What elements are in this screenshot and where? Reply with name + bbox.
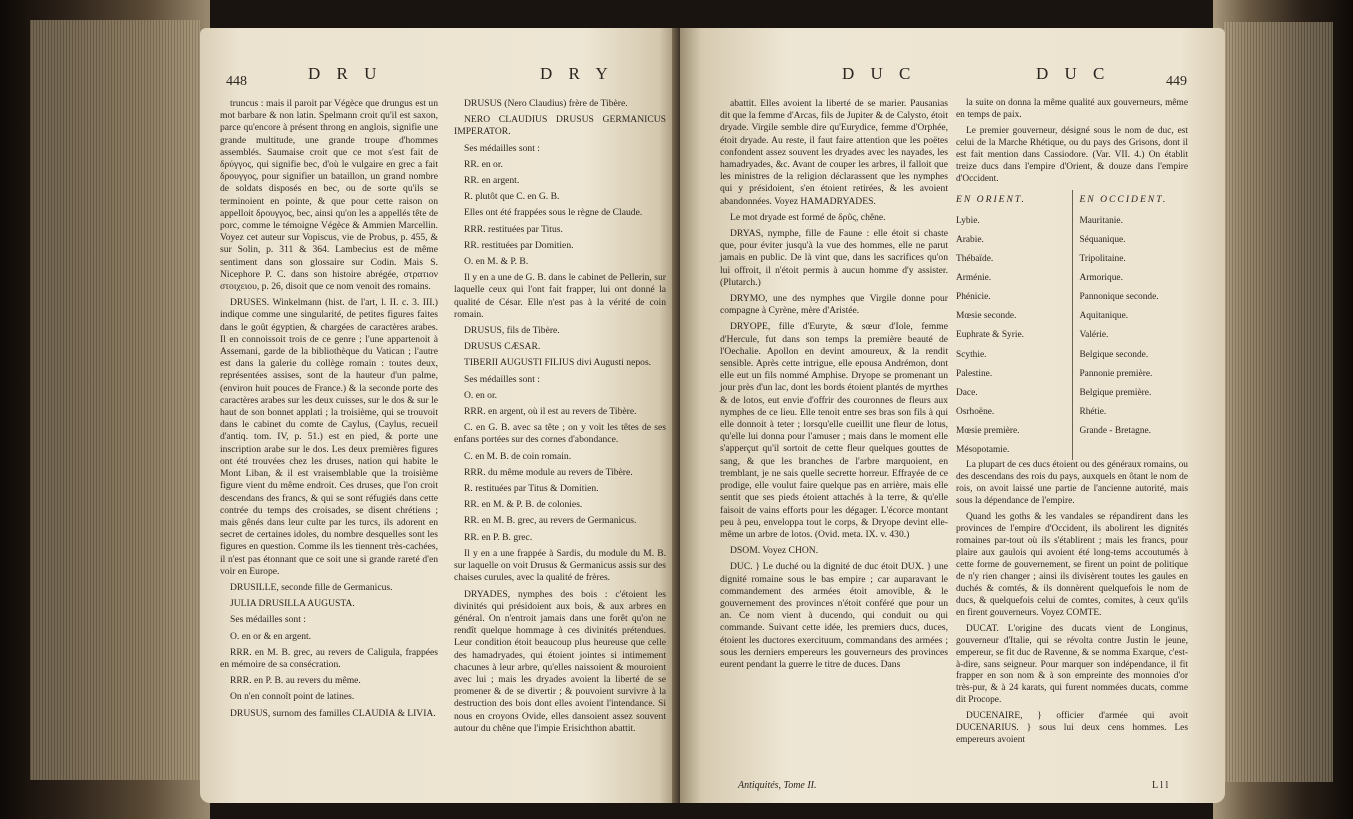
book-edge-left — [0, 0, 210, 819]
orient-duchy: Euphrate & Syrie. — [956, 330, 1024, 341]
text-paragraph: Il y en a une de G. B. dans le cabinet de Pellerin, sur laquelle ceux qui l'ont fait frapper, lui ont donné la qualité de César. Elle n'est pas à la vérité de coin romain. — [454, 272, 666, 320]
occident-duchy: Grande - Bretagne. — [1079, 426, 1152, 436]
text-paragraph: DRYAS, nymphe, fille de Faune : elle étoit si chaste que, pour éviter jusqu'à la vue des hommes, elle ne parut jamais en public. De là vint que, dans les sacrifices qu'on lui offroit, il n'étoit permis à aucun homme d'y assister. (Plutarch.) — [720, 228, 948, 288]
text-paragraph: DRYADES, nymphes des bois : c'étoient les divinités qui présidoient aux bois, & aux arbres en général. On n'entroit jamais dans une forêt qu'on ne rendît quelque hommage à ces divinités prétendues. Leur condition étoit beaucoup plus heureuse que celle des hamadryades, qui étoient jointes si intimement chacunes à leur arbre, qu'elles naissoient & mouroient avec lui ; mais les dryades avoient la liberté de se promener & de se divertir ; & pouvoient survivre à la destruction des bois dont elles avoient l'intendance. Si nous en croyons Ovide, elles dansoient assez souvent autour du chêne que l'impie Erisichthon abattit. — [454, 588, 666, 734]
right-column-2 — [956, 98, 1188, 751]
text-paragraph: RR. restituées par Domitien. — [464, 239, 574, 251]
text-paragraph: Ses médailles sont : — [230, 614, 306, 626]
text-paragraph: Elles ont été frappées sous le règne de Claude. — [464, 207, 643, 219]
text-paragraph: DUCAT. L'origine des ducats vient de Longinus, gouverneur d'Italie, qui se révolta contre Justin le jeune, empereur, se fit duc de Ravenne, & se nomma Exarque, c'est-à-dire, sans seigneur. Pour marquer son indépendance, il fit frapper en son nom & à son empreinte des monnoies d'or très-pur, & à 24 karats, qui furent nommées ducats, comme dit Procope. — [956, 623, 1188, 706]
text-paragraph: On n'en connoît point de latines. — [230, 691, 355, 703]
orient-duchy: Osrhoëne. — [956, 406, 995, 417]
text-paragraph: TIBERII AUGUSTI FILIUS divi Augusti nepos. — [464, 357, 652, 369]
right-column-1 — [720, 98, 948, 675]
orient-duchy: Mœsie première. — [956, 426, 1020, 436]
occident-duchy: Pannonie première. — [1079, 368, 1153, 379]
left-header-dru: D R U — [308, 64, 383, 83]
text-paragraph: Le premier gouverneur, désigné sous le nom de duc, est celui de la Marche Rhétique, ou du pays des Grisons, dont il est fait mention dans Cassiodore. (Var. VII. 4.) On établit treize ducs dans l'empire d'Orient, & douze dans l'empire d'Occident. — [956, 125, 1188, 184]
left-column-2 — [454, 98, 666, 739]
occident-list — [1079, 212, 1188, 442]
text-paragraph: RR. en argent. — [464, 175, 520, 187]
text-paragraph: DRUSILLE, seconde fille de Germanicus. — [230, 581, 393, 593]
text-paragraph: DUC. } Le duché ou la dignité de duc étoit DUX. } une dignité romaine sous le bas empire ; car auparavant le commandement des armées étoit amovible, & le gouvernement des provinces n'étoit conféré que pour un an. Ce nom vient à ducendo, qui conduit ou qui commande. Suivant cette idée, les premiers ducs, duces, étoient les ductores exercituum, commandans des armées ; sous les derniers empereurs les gouverneurs des provinces eurent pendant la guerre le titre de duces. Dans — [720, 561, 948, 670]
text-paragraph: DRUSUS, fils de Tibère. — [464, 325, 560, 337]
text-paragraph: RR. en or. — [464, 158, 503, 170]
orient-duchy: Mœsie seconde. — [956, 311, 1017, 322]
text-paragraph: RRR. du même module au revers de Tibère. — [464, 466, 633, 478]
text-paragraph: DRUSES. Winkelmann (hist. de l'art, l. II. c. 3. III.) indique comme une singularité, de petites figures faites dans le goût égyptien, & chargées de caractères arabes. Il en connoissoit trois de ce genre ; l'une appartenoit à Assemani, garde de la bibliothèque du Vatican ; l'autre est dans la galerie du collège romain : toutes deux, représentées assises, sont de la hauteur d'un palme, (environ huit pouces de France.) & la seconde porte des caractères arabes sur les deux cuisses, sur le dos & sur le haut de son bonnet applati ; la troisième, qui se trouvoit dans le cabinet du comte de Caylus, (Caylus, recueil d'antiq. tom. IV, p. 51.) est en pied, & porte une inscription arabe sur le dos. Les deux premières figures ont été trouvées chez les druses, nation qui habite le Mont Liban, & il est vraisemblable que la troisième figure vient du même endroit. Ces druses, que l'on croit descendans des francs, & qui se sont réfugiés dans cette contrée du temps des croisades, se disent chrétiens ; mais gênés dans leur culte par les turcs, ils adorent en secret de certaines idoles, du nombre desquelles sont les figures en question. Comme ils les tiennent très-cachées, il n'est pas étonnant que ce soit une si grande rareté d'en voir en Europe. — [220, 297, 438, 577]
list-head-orient: EN ORIENT. — [956, 193, 1026, 205]
orient-duchy: Arabie. — [956, 234, 984, 245]
text-paragraph: DRYOPE, fille d'Euryte, & sœur d'Iole, femme d'Hercule, fut dans son temps la première beauté de l'Oechalie. Apollon en devint amoureux, & la rendit sensible. Après cette intrigue, elle epousa Andrémon, dont elle eut un fils nommé Amphise. Dryope se promenant un jour près d'un lac, dont les bords étoient plantés de myrthes & de lotos, eut envie d'offrir des couronnes de fleurs aux nymphes de ce lieu. Elle tenoit entre ses bras son fils à qui elle donnoit à teter ; lorsqu'elle cueillit une fleur de lotus, qu'elle lui donna pour l'amuser ; mais dans le moment elle s'apperçut qu'il sortoit de cette fleur quelques gouttes de sang, & que les branches de l'arbre marquoient, en tremblant, je ne sais quelle secrette horreur. Effrayée de ce prodige, elle voulut faire quelque pas en arrière, mais elle sentit que ses pieds étoient attachés à la terre, & qu'elle faisoit de vains efforts pour les dégager. L'écorce montant peu à peu, enveloppa tout le corps, & Dryope devint elle-même un arbre de lotos. (Ovid. meta. IX. v. 430.) — [720, 321, 948, 540]
orient-duchy: Palestine. — [956, 368, 993, 379]
text-paragraph: O. en M. & P. B. — [464, 256, 529, 268]
list-divider — [1072, 190, 1073, 461]
occident-duchy: Belgique première. — [1079, 387, 1152, 398]
orient-list — [956, 212, 1072, 461]
text-paragraph: O. en or. — [464, 389, 498, 401]
text-paragraph: DRYMO, une des nymphes que Virgile donne pour compagne à Cyrène, mère d'Aristée. — [720, 293, 948, 317]
list-head-occident: EN OCCIDENT. — [1079, 193, 1168, 205]
right-footer-volume: Antiquités, Tome II. — [738, 780, 817, 791]
text-paragraph: RR. en M. & P. B. de colonies. — [464, 499, 583, 511]
right-header-duc-2: D U C — [1036, 64, 1111, 83]
occident-duchy: Mauritanie. — [1079, 215, 1123, 226]
text-paragraph: C. en G. B. avec sa tête ; on y voit les têtes de ses enfans portées sur des cornes d'abondance. — [454, 422, 666, 446]
text-paragraph: RR. en M. B. grec, au revers de Germanicus. — [464, 515, 637, 527]
text-paragraph: La plupart de ces ducs étoient ou des généraux romains, ou des descendans des rois du pays, auxquels en ôtant le nom de rois, on avoit laissé une partie de l'ancienne autorité, mais sous la dépendance de l'empire. — [956, 460, 1188, 507]
occident-duchy: Rhétie. — [1079, 406, 1107, 417]
text-paragraph: RRR. restituées par Titus. — [464, 223, 563, 235]
text-paragraph: RR. en P. B. grec. — [464, 531, 533, 543]
orient-duchy: Mésopotamie. — [956, 445, 1010, 456]
occident-duchy: Valérie. — [1079, 330, 1109, 341]
right-page-number: 449 — [1166, 74, 1187, 89]
text-paragraph: Ses médailles sont : — [464, 373, 540, 385]
right-page — [680, 28, 1225, 803]
book-edge-right — [1213, 0, 1353, 819]
occident-duchy: Tripolitaine. — [1079, 253, 1126, 264]
text-paragraph: DRUSUS CÆSAR. — [464, 341, 541, 353]
orient-duchy: Thébaïde. — [956, 253, 994, 264]
text-paragraph: C. en M. B. de coin romain. — [464, 450, 572, 462]
text-paragraph: DSOM. Voyez CHON. — [730, 545, 819, 557]
left-page-number: 448 — [226, 74, 247, 89]
text-paragraph: R. plutôt que C. en G. B. — [464, 191, 560, 203]
signature-mark: L l l — [1152, 780, 1169, 791]
text-paragraph: O. en or & en argent. — [230, 630, 312, 642]
left-header-dry: D R Y — [540, 64, 614, 83]
left-page — [200, 28, 678, 803]
occident-duchy: Armorique. — [1079, 273, 1123, 283]
occident-duchy: Aquitanique. — [1079, 311, 1129, 322]
orient-duchy: Phénicie. — [956, 292, 991, 303]
text-paragraph: truncus : mais il paroit par Végèce que drungus est un mot barbare & non latin. Spelmann croit qu'il est saxon, parce qu'encore à présent throng en anglois, signifie une grande multitude, une grande troupe d'hommes assemblés. Saumaise croit que ce mot s'est fait de δρύγγος, qui signifie bec, d'où le vulgaire en grec a fait δρουγγος, pour signifier un bataillon, un grand nombre de soldats disposés en bec, ou de sorte qu'ils se terminoient en pointe, & que pour cette raison on appelloit δρουγγος, bec, ainsi qu'on les a appellés tête de porc, comme le témoigne Végèce & Ammien Marcellin. Voyez cet auteur sur Vopiscus, vie de Probus, p. 455, & sur Solin, p. 311 & 364. Lambecius est de même sentiment dans son glossaire sur Codin. Mais S. Nicephore P. C. dans son histoire abrégée, στρατιον στοιχειου, p. 26, disoit que ce nom venoit des romains. — [220, 98, 438, 293]
occident-duchy: Séquanique. — [1079, 234, 1126, 245]
right-header-duc-1: D U C — [842, 64, 917, 83]
orient-duchy: Dace. — [956, 387, 978, 398]
text-paragraph: Quand les goths & les vandales se répandirent dans les provinces de l'empire d'Occident, ils abolirent les dignités romaines par-tout où ils s'établirent ; mais les francs, pour plaire aux gaulois qui avoient été long-tems accoutumés à cette forme de gouvernement, se firent un point de politique de n'y rien changer ; ainsi ils divisèrent toutes les gaules en duchés & comtés, & ils donnèrent quelquefois le nom de ducs, & quelquefois celui de comtes, comites, à ceux qu'ils en firent gouverneurs. Voyez COMTE. — [956, 512, 1188, 618]
orient-duchy: Scythie. — [956, 349, 987, 360]
text-paragraph: Le mot dryade est formé de δρῦς, chêne. — [730, 211, 886, 223]
text-paragraph: RRR. en argent, où il est au revers de Tibère. — [464, 406, 637, 418]
occident-duchy: Belgique seconde. — [1079, 349, 1149, 360]
text-paragraph: R. restituées par Titus & Domitien. — [464, 483, 599, 495]
occident-duchy: Pannonique seconde. — [1079, 292, 1159, 303]
orient-duchy: Arménie. — [956, 273, 992, 283]
text-paragraph: DUCENAIRE, } officier d'armée qui avoit DUCENARIUS. } sous lui deux cens hommes. Les empereurs avoient — [956, 711, 1188, 746]
text-paragraph: abattit. Elles avoient la liberté de se marier. Pausanias dit que la femme d'Arcas, fils de Jupiter & de Calysto, étoit dryade. Virgile semble dire qu'Eurydice, femme d'Orphée, étoit dryade. Au reste, il faut faire attention que les poëtes confondent assez souvent les dryades avec les nayades, les hamadryades, &c. Avant de couper les arbres, il falloit que les ministres de la religion déclarassent que les nymphes qui y présidoient, s'en étoient retirées, & les avoient abandonnées. Voyez HAMADRYADES. — [720, 98, 948, 207]
text-paragraph: JULIA DRUSILLA AUGUSTA. — [230, 598, 355, 610]
left-column-1 — [220, 98, 438, 724]
text-paragraph: RRR. en M. B. grec, au revers de Caligula, frappées en mémoire de sa consécration. — [220, 646, 438, 670]
orient-duchy: Lybie. — [956, 215, 980, 226]
text-paragraph: DRUSUS (Nero Claudius) frère de Tibère. — [464, 98, 628, 109]
text-paragraph: NERO CLAUDIUS DRUSUS GERMANICUS IMPERATOR. — [454, 114, 666, 138]
text-paragraph: Ses médailles sont : — [464, 142, 540, 154]
text-paragraph: Il y en a une frappée à Sardis, du module du M. B. sur laquelle on voit Drusus & Germanicus assis sur des chaises curules, avec la qualité de frères. — [454, 547, 666, 584]
text-paragraph: RRR. en P. B. au revers du même. — [230, 675, 361, 687]
text-paragraph: la suite on donna la même qualité aux gouverneurs, même en temps de paix. — [956, 98, 1188, 120]
text-paragraph: DRUSUS, surnom des familles CLAUDIA & LIVIA. — [230, 707, 436, 719]
